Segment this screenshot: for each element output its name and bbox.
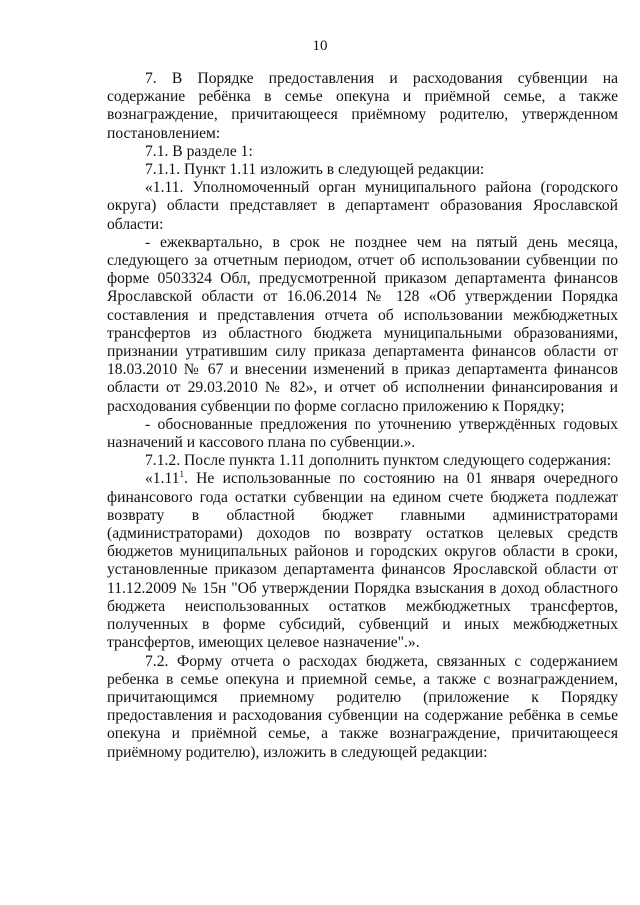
paragraph-proposals: - обоснованные предложения по уточнению утверждённых годовых назначений и кассового плана по субвенции.».	[107, 415, 618, 452]
paragraph-7: 7. В Порядке предоставления и расходования субвенции на содержание ребёнка в семье опекуна и приёмной семье, а также вознаграждение, причитающееся приёмному родителю, утвержденном постановлением:	[107, 70, 618, 142]
paragraph-quarterly-report: - ежеквартально, в срок не позднее чем на пятый день месяца, следующего за отчетным периодом, отчет об использовании субвенции по форме 0503324 Обл, предусмотренной приказом департамента финансов Ярославской области от 16.06.2014 № 128 «Об утверждении Порядка составления и представления отчета об использовании межбюджетных трансфертов из областного бюджета муниципальными образованиями, признании утратившим силу приказа департамента финансов области от 18.03.2010 № 67 и внесении изменений в приказ департамента финансов области от 29.03.2010 № 82», и отчет об исполнении финансирования и расходования субвенции по форме согласно приложению к Порядку;	[107, 233, 618, 415]
clause-superscript: 1	[179, 469, 185, 480]
clause-number: «1.11	[145, 470, 180, 488]
paragraph-7-1-2: 7.1.2. После пункта 1.11 дополнить пунктом следующего содержания:	[145, 452, 612, 470]
paragraph-1-11-1	[107, 470, 618, 652]
paragraph-7-1: 7.1. В разделе 1:	[145, 142, 253, 160]
paragraph-7-1-1: 7.1.1. Пункт 1.11 изложить в следующей редакции:	[145, 161, 485, 179]
paragraph-7-2: 7.2. Форму отчета о расходах бюджета, связанных с содержанием ребенка в семье опекуна и приемной семье, а также с вознаграждением, причитающимся приемному родителю (приложение к Порядку предоставления и расходования субвенции на содержание ребёнка в семье опекуна и приёмной семье, а также вознаграждение, причитающееся приёмному родителю), изложить в следующей редакции:	[107, 652, 618, 761]
clause-text: . Не использованные по состоянию на 01 января очередного финансового года остатки субвенции на едином счете бюджета подлежат возврату в областной бюджет главными администраторами (администраторами) доходов по возврату остатков целевых средств бюджетов муниципальных районов и городских округов области в сроки, установленные приказом департамента финансов Ярославской области от 11.12.2009 № 15н "Об утверждении Порядка взыскания в доход областного бюджета неиспользованных остатков межбюджетных трансфертов, полученных в форме субсидий, субвенций и иных межбюджетных трансфертов, имеющих целевое назначение".».	[107, 470, 618, 652]
document-body	[107, 70, 618, 762]
page-number: 10	[312, 38, 328, 54]
paragraph-1-11: «1.11. Уполномоченный орган муниципального района (городского округа) области представляет в департамент образования Ярославской области:	[107, 179, 618, 233]
